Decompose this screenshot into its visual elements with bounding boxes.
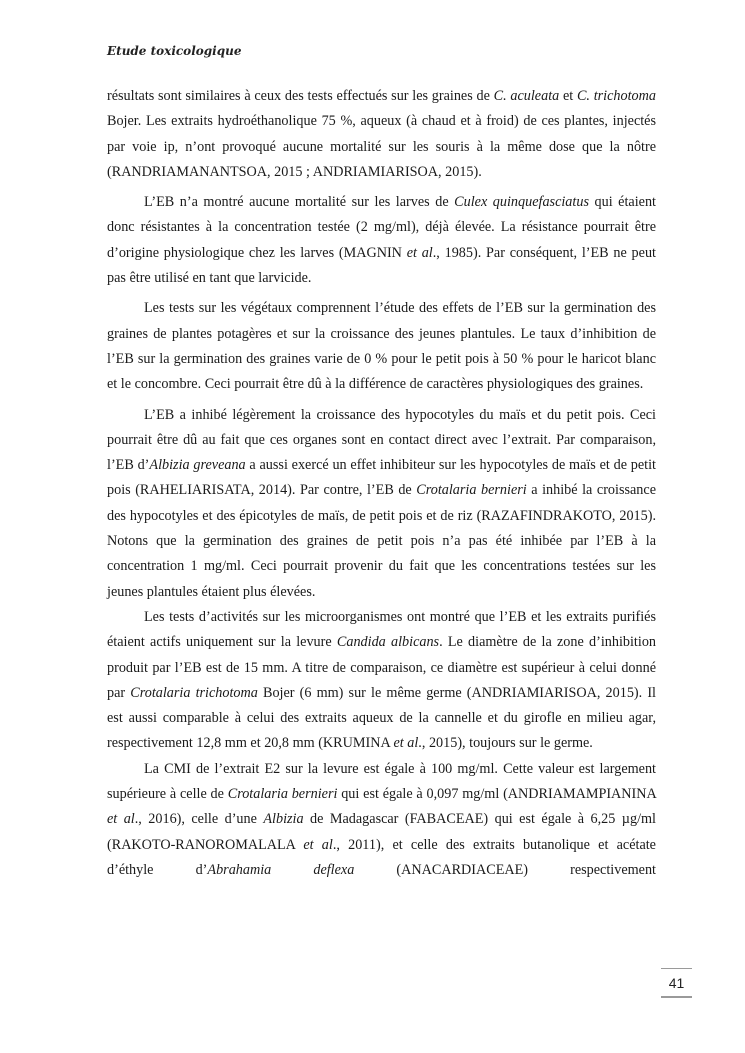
italic-term: Abrahamia deflexa	[207, 861, 355, 878]
text-run: qui étaient donc résistantes à la concentration testée (2 mg/ml), déjà élevée. La résistance pourrait être d’origine physiologique chez les larves (MAGNIN	[107, 194, 656, 261]
text-run: (ANACARDIACEAE) respectivement	[354, 861, 656, 878]
text-run: La CMI de l’extrait E2 sur la levure est égale à 100 mg/ml. Cette valeur est largement supérieure à celle de	[107, 760, 656, 803]
text-run: ., 2011), et celle des extraits butanolique et acétate d’éthyle d’	[107, 836, 656, 878]
italic-term: Candida albicans	[336, 634, 440, 651]
italic-term: Albizia	[263, 811, 304, 828]
text-run: et	[559, 88, 577, 104]
text-run: ., 2016), celle d’une	[134, 811, 264, 828]
paragraph	[107, 296, 656, 397]
paragraph	[107, 190, 656, 291]
italic-term: Crotalaria bernieri	[227, 786, 338, 803]
paragraph	[107, 605, 656, 757]
text-run: ., 1985). Par conséquent, l’EB ne peut pas être utilisé en tant que larvicide.	[107, 244, 656, 287]
italic-term: Culex quinquefasciatus	[454, 194, 589, 211]
italic-term: et al	[107, 811, 135, 828]
text-run: a aussi exercé un effet inhibiteur sur les hypocotyles de maïs et de petit pois (RAHELIARISATA, 2014). Par contre, l’EB de	[107, 457, 657, 499]
text-run: L’EB n’a montré aucune mortalité sur les larves de	[144, 194, 455, 211]
text-run: ., 2015), toujours sur le germe.	[418, 735, 593, 752]
italic-term: et al	[393, 735, 419, 752]
italic-term: Albizia greveana	[149, 457, 246, 474]
text-run: résultats sont similaires à ceux des tests effectués sur les graines de	[107, 88, 494, 104]
italic-term: C. trichotoma	[576, 88, 656, 104]
italic-term: Crotalaria trichotoma	[130, 684, 258, 701]
text-run: Bojer. Les extraits hydroéthanolique 75 %, aqueux (à chaud et à froid) de ces plantes, injectés par voie ip, n’ont provoqué aucune mortalité sur les souris à la même dose que la nôtre (RANDRIAMANANTSOA, 2015 ; ANDRIAMIARISOA, 2015).	[107, 113, 656, 180]
text-run: qui est égale à 0,097 mg/ml (ANDRIAMAMPIANINA	[337, 786, 656, 803]
text-run: L’EB a inhibé légèrement la croissance des hypocotyles du maïs et du petit pois. Ceci pourrait être dû au fait que ces organes sont en contact direct avec l’extrait. Par comparaison, l’EB d’	[107, 406, 656, 474]
text-run: a inhibé la croissance des hypocotyles et des épicotyles de maïs, de petit pois et de riz (RAZAFINDRAKOTO, 2015). Notons que la germination des graines de petit pois n’a pas été inhibée par l’EB à la concentration 1 mg/ml. Ceci pourrait provenir du fait que les concentrations testées sur les jeunes plantules étaient plus élevées.	[107, 482, 656, 600]
italic-term: C. aculeata	[493, 88, 560, 104]
paragraph	[107, 757, 656, 883]
text-run: Les tests d’activités sur les microorganismes ont montré que l’EB et les extraits purifiés étaient actifs uniquement sur la levure	[107, 608, 656, 651]
page-number: 41	[661, 968, 692, 998]
text-run: . Le diamètre de la zone d’inhibition produit par l’EB est de 15 mm. A titre de comparaison, ce diamètre est supérieur à celui donné par	[107, 634, 657, 701]
text-run: Les tests sur les végétaux comprennent l’étude des effets de l’EB sur la germination des graines de plantes potagères et sur la croissance des jeunes plantules. Le taux d’inhibition de l’EB sur la germination des graines varie de 0 % pour le petit pois à 50 % pour le haricot blanc et le concombre. Ceci pourrait être dû à la différence de caractères physiologiques des graines.	[107, 300, 656, 393]
italic-term: Crotalaria bernieri	[416, 482, 527, 499]
paragraph	[107, 403, 656, 605]
italic-term: et al	[406, 244, 433, 261]
paragraph	[107, 84, 656, 185]
running-header: Etude toxicologique	[107, 44, 242, 58]
body-text	[107, 84, 656, 888]
italic-term: et al	[303, 836, 333, 853]
text-run: de Madagascar (FABACEAE) qui est égale à 6,25 µg/ml (RAKOTO-RANOROMALALA	[107, 811, 656, 853]
text-run: Bojer (6 mm) sur le même germe (ANDRIAMIARISOA, 2015). Il est aussi comparable à celui des extraits aqueux de la cannelle et du girofle en milieu agar, respectivement 12,8 mm et 20,8 mm (KRUMINA	[107, 684, 656, 752]
